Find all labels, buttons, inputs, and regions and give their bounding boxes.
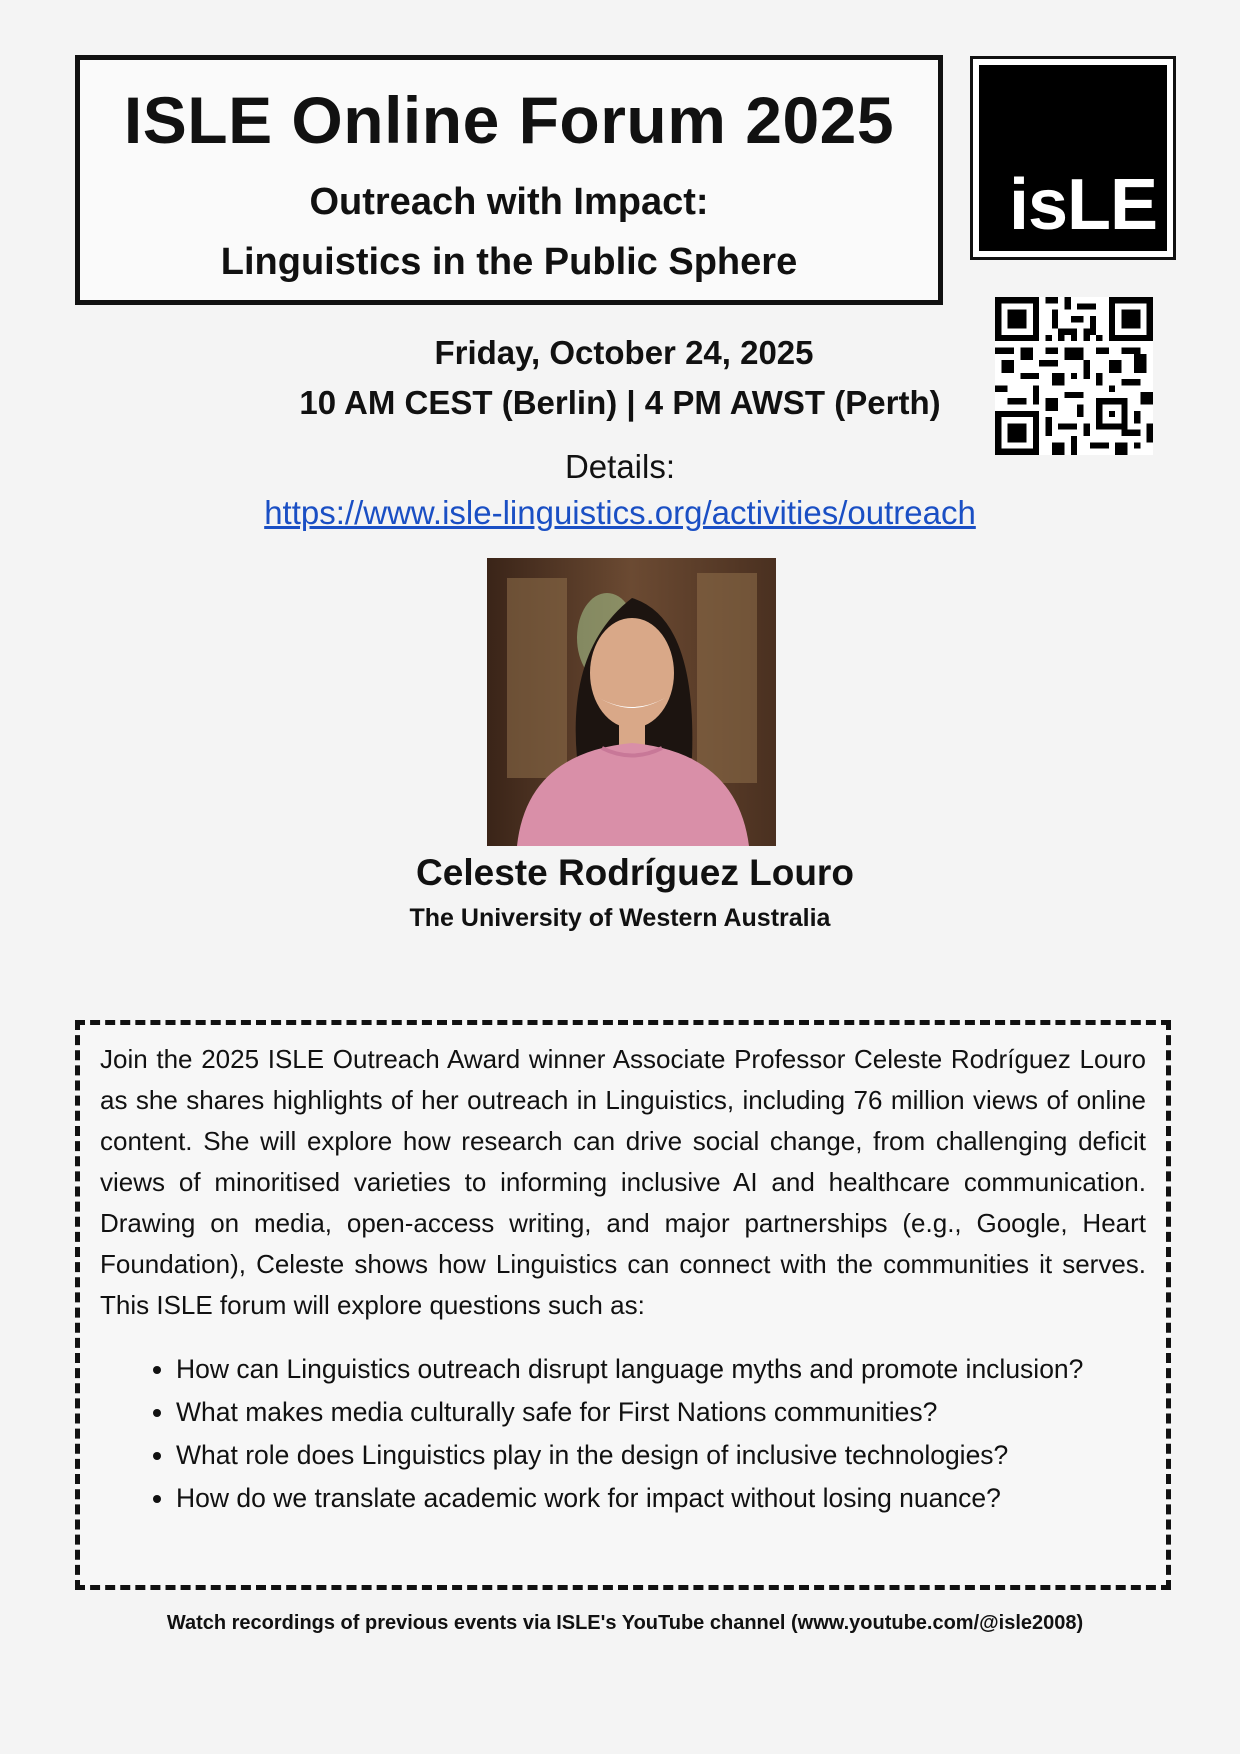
questions-list [100, 1348, 1146, 1520]
speaker-name: Celeste Rodríguez Louro [416, 852, 854, 893]
title-box [75, 55, 943, 305]
event-date: Friday, October 24, 2025 [434, 334, 814, 371]
description-box [75, 1020, 1171, 1590]
event-subtitle [80, 172, 938, 292]
speaker-photo [487, 558, 776, 846]
question-item: • What role does Linguistics play in the design of inclusive technologies? [176, 1434, 1146, 1477]
question-item: • What makes media culturally safe for First Nations communities? [176, 1391, 1146, 1434]
speaker-affiliation: The University of Western Australia [409, 904, 831, 932]
question-item: • How do we translate academic work for impact without losing nuance? [176, 1477, 1146, 1520]
isle-logo [970, 56, 1176, 260]
question-item: • How can Linguistics outreach disrupt language myths and promote inclusion? [176, 1348, 1146, 1391]
isle-logo-text: isLE [1008, 165, 1157, 245]
event-time: 10 AM CEST (Berlin) | 4 PM AWST (Perth) [299, 384, 941, 421]
event-title: ISLE Online Forum 2025 [123, 83, 895, 157]
details-section [0, 444, 1240, 536]
speaker-info [0, 848, 1240, 938]
subtitle-line-1: Outreach with Impact: [309, 181, 709, 223]
subtitle-line-2: Linguistics in the Public Sphere [220, 241, 798, 283]
footer-note: Watch recordings of previous events via ISLE's YouTube channel (www.youtube.com/@isle2008) [166, 1612, 1084, 1634]
details-link[interactable]: https://www.isle-linguistics.org/activities/outreach [264, 494, 976, 531]
description-paragraph: Join the 2025 ISLE Outreach Award winner Associate Professor Celeste Rodríguez Louro as she shares highlights of her outreach in Linguistics, including 76 million views of online content. She will explore how research can drive social change, from challenging deficit views of minoritised varieties to informing inclusive AI and healthcare communication. Drawing on media, open-access writing, and major partnerships (e.g., Google, Heart Foundation), Celeste shows how Linguistics can connect with the communities it serves. This ISLE forum will explore questions such as: [100, 1044, 1146, 1320]
details-label: Details: [564, 448, 676, 485]
event-datetime [0, 328, 1240, 428]
isle-logo-background [979, 65, 1167, 251]
